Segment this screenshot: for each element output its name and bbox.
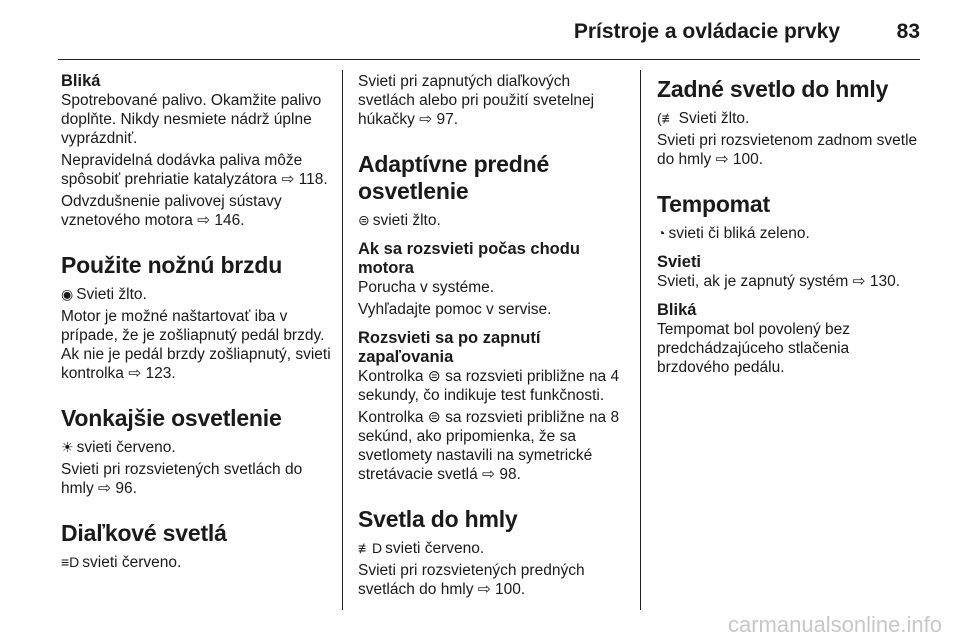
column-divider-1	[342, 70, 343, 610]
status-line: ◔ svieti či bliká zeleno.	[657, 225, 810, 242]
status-line: ≢D svieti červeno.	[358, 540, 485, 557]
status-line: ◉ Svieti žlto.	[61, 286, 147, 303]
heading-adaptive-lighting: Adaptívne predné osvetlenie	[358, 151, 550, 204]
heading-high-beam: Diaľkové svetlá	[61, 520, 227, 546]
column-divider-2	[640, 70, 641, 610]
heading-fog-lights: Svetla do hmly	[358, 506, 518, 532]
heading-exterior-lights: Vonkajšie osvetlenie	[61, 405, 282, 431]
heading-brake: Použite nožnú brzdu	[61, 252, 283, 278]
heading-blika: Bliká	[61, 72, 101, 90]
paragraph: Vyhľadajte pomoc v servise.	[358, 301, 552, 318]
paragraph: Nepravidelná dodávka paliva môže spôsobiť prehriatie katalyzátora ⇨ 118.	[61, 152, 328, 188]
page-title: Prístroje a ovládacie prvky	[573, 20, 840, 43]
page-number: 83	[896, 20, 920, 43]
column-1	[61, 72, 331, 572]
paragraph: Svieti, ak je zapnutý systém ⇨ 130.	[657, 273, 901, 290]
paragraph: Svieti pri rozsvietených svetlách do hmly ⇨ 96.	[61, 461, 303, 497]
heading-svieti: Svieti	[657, 253, 702, 271]
status-line: (≢ Svieti žlto.	[657, 110, 750, 127]
header-divider	[58, 59, 920, 60]
paragraph: Tempomat bol povolený bez predchádzajúceho stlačenia brzdového pedálu.	[657, 321, 851, 376]
status-line: ⊜ svieti žlto.	[358, 212, 441, 229]
paragraph: Porucha v systéme.	[358, 279, 495, 296]
heading-cruise-control: Tempomat	[657, 191, 770, 217]
paragraph: Svieti pri rozsvietených predných svetlách do hmly ⇨ 100.	[358, 562, 585, 598]
paragraph: Svieti pri zapnutých diaľkových svetlách alebo pri použití svetelnej húkačky ⇨ 97.	[358, 73, 595, 128]
heading-rear-fog: Zadné svetlo do hmly	[657, 76, 889, 102]
column-3	[657, 72, 919, 377]
paragraph: Odvzdušnenie palivovej sústavy vznetového motora ⇨ 146.	[61, 193, 282, 229]
paragraph: Motor je možné naštartovať iba v prípade, že je zošliapnutý pedál brzdy. Ak nie je pedál brzdy zošliapnutý, svieti kontrolka ⇨ 123.	[61, 308, 331, 382]
paragraph: Svieti pri rozsvietenom zadnom svetle do hmly ⇨ 100.	[657, 132, 918, 168]
exterior-light-icon: ☀	[61, 439, 74, 455]
status-line: ≡D svieti červeno.	[61, 554, 182, 571]
adaptive-light-icon: ⊜	[358, 212, 370, 228]
rear-fog-light-icon: (≢	[657, 110, 676, 126]
page-header	[0, 0, 960, 62]
heading-blika: Bliká	[657, 301, 697, 319]
brake-pedal-icon: ◉	[61, 286, 74, 302]
paragraph: Kontrolka ⊜ sa rozsvieti približne na 4 sekundy, čo indikuje test funkčnosti.	[358, 368, 620, 404]
watermark: carmanualsonline.info	[727, 612, 942, 637]
column-2	[358, 72, 626, 599]
paragraph: Spotrebované palivo. Okamžite palivo doplňte. Nikdy nesmiete nádrž úplne vyprázdniť.	[61, 92, 322, 147]
cruise-control-icon: ◔	[657, 225, 666, 241]
heading-afl-running: Ak sa rozsvieti počas chodu motora	[358, 240, 580, 277]
paragraph: Kontrolka ⊜ sa rozsvieti približne na 8 sekúnd, ako pripomienka, že sa svetlomety nastavili na symetrické stretávacie svetlá ⇨ 98.	[358, 409, 620, 483]
high-beam-icon: ≡D	[61, 554, 80, 570]
heading-afl-ignition: Rozsvieti sa po zapnutí zapaľovania	[358, 329, 541, 366]
fog-light-icon: ≢D	[358, 540, 383, 556]
status-line: ☀ svieti červeno.	[61, 439, 176, 456]
